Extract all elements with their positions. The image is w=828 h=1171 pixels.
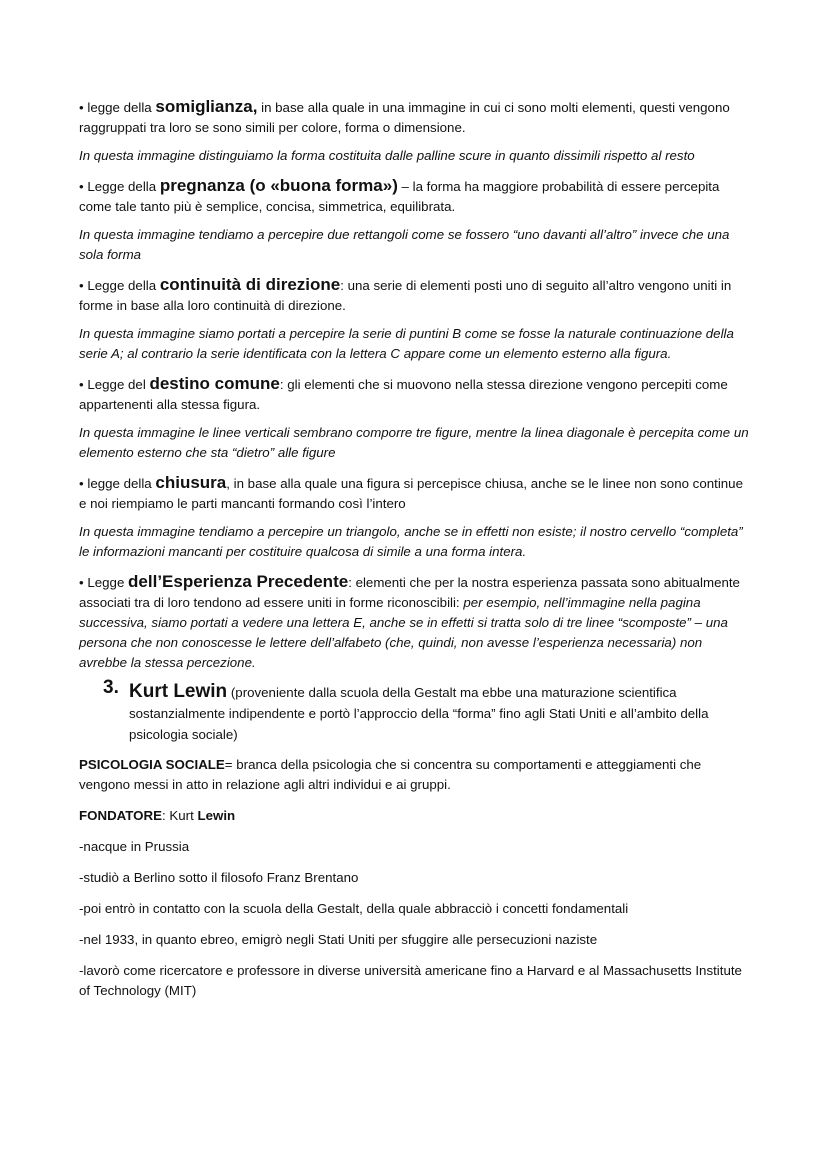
law-term: pregnanza (o «buona forma») xyxy=(159,176,398,195)
fact-item: -nacque in Prussia xyxy=(79,839,190,854)
heading-title: Kurt Lewin xyxy=(129,681,228,702)
law-pregnance-note: In questa immagine tendiamo a percepire due rettangoli come se fossero “uno davanti all’altro” invece che una sola forma xyxy=(79,227,730,262)
fact-item: -lavorò come ricercatore e professore in diverse università americane fino a Harvard e al Massachusetts Institute of Technology (MIT) xyxy=(79,963,742,998)
law-closure: • legge della chiusura, in base alla quale una figura si percepisce chiusa, anche se le linee non sono continue e noi riempiamo le parti mancanti formando così l’intero xyxy=(79,473,743,511)
law-past-experience-example: per esempio, nell’immagine nella pagina successiva, siamo portati a vedere una lettera E, anche se in effetti si tratta solo di tre linee “scomposte” – una persona che non conoscesse le lettere dell’alfabeto (che, quindi, non avesse l’esperienza necessaria) non avrebbe la stessa percezione. xyxy=(79,595,728,670)
law-continuity-note: In questa immagine siamo portati a percepire la serie di puntini B come se fosse la naturale continuazione della serie A; al contrario la serie identificata con la lettera C appare come un elemento esterno alla figura. xyxy=(79,326,734,361)
definition-term: PSICOLOGIA SOCIALE xyxy=(79,757,225,772)
law-similarity-note: In questa immagine distinguiamo la forma costituita dalle palline scure in quanto dissimili rispetto al resto xyxy=(79,148,695,163)
fact-item: -nel 1933, in quanto ebreo, emigrò negli Stati Uniti per sfuggire alle persecuzioni naziste xyxy=(79,932,598,947)
page-content xyxy=(79,97,751,1012)
law-closure-note: In questa immagine tendiamo a percepire un triangolo, anche se in effetti non esiste; il nostro cervello “completa” le informazioni mancanti per costituire qualcosa di simile a una forma intera. xyxy=(79,524,743,559)
law-similarity: • legge della somiglianza, in base alla quale in una immagine in cui ci sono molti elementi, questi vengono raggruppati tra loro se sono simili per colore, forma o dimensione. xyxy=(79,97,730,135)
founder-line: FONDATORE: Kurt Lewin xyxy=(79,808,236,823)
definition-social-psychology: PSICOLOGIA SOCIALE= branca della psicologia che si concentra su comportamenti e atteggiamenti che vengono messi in atto in relazione agli altri individui e ai gruppi. xyxy=(79,757,702,792)
law-continuity: • Legge della continuità di direzione: una serie di elementi posti uno di seguito all’altro vengono uniti in forme in base alla loro continuità di direzione. xyxy=(79,275,732,313)
law-term: dell’Esperienza Precedente xyxy=(128,572,349,591)
law-term: continuità di direzione xyxy=(159,275,341,294)
law-common-fate-note: In questa immagine le linee verticali sembrano comporre tre figure, mentre la linea diagonale è percepita come un elemento esterno che sta “dietro” alle figure xyxy=(79,425,749,460)
founder-label: FONDATORE xyxy=(79,808,162,823)
law-term: somiglianza, xyxy=(155,97,258,116)
law-common-fate: • Legge del destino comune: gli elementi che si muovono nella stessa direzione vengono percepiti come appartenenti alla stessa figura. xyxy=(79,374,728,412)
law-term: destino comune xyxy=(149,374,280,393)
fact-item: -studiò a Berlino sotto il filosofo Franz Brentano xyxy=(79,870,359,885)
law-pregnance: • Legge della pregnanza (o «buona forma») – la forma ha maggiore probabilità di essere percepita come tale tanto più è semplice, concisa, simmetrica, equilibrata. xyxy=(79,176,720,214)
law-past-experience: • Legge dell’Esperienza Precedente: elementi che per la nostra esperienza passata sono abitualmente associati tra di loro tendono ad essere uniti in forme riconoscibili: per esempio, nell’immagine nella pagina successiva, siamo portati a vedere una lettera E, anche se in effetti si tratta solo di tre linee “scomposte” – una persona che non conoscesse le lettere dell’alfabeto (che, quindi, non avesse l’esperienza necessaria) non avrebbe la stessa percezione. xyxy=(79,572,740,670)
section-heading-kurt-lewin xyxy=(79,677,751,745)
heading-description: (proveniente dalla scuola della Gestalt ma ebbe una maturazione scientifica sostanzialmente indipendente e portò l’approccio della “forma” fino agli Stati Uniti e all’ambito della psicologia sociale) xyxy=(129,685,709,742)
law-term: chiusura xyxy=(155,473,227,492)
founder-name: Lewin xyxy=(197,808,236,823)
fact-item: -poi entrò in contatto con la scuola della Gestalt, della quale abbracciò i concetti fondamentali xyxy=(79,901,629,916)
heading-number: 3. xyxy=(103,677,119,698)
